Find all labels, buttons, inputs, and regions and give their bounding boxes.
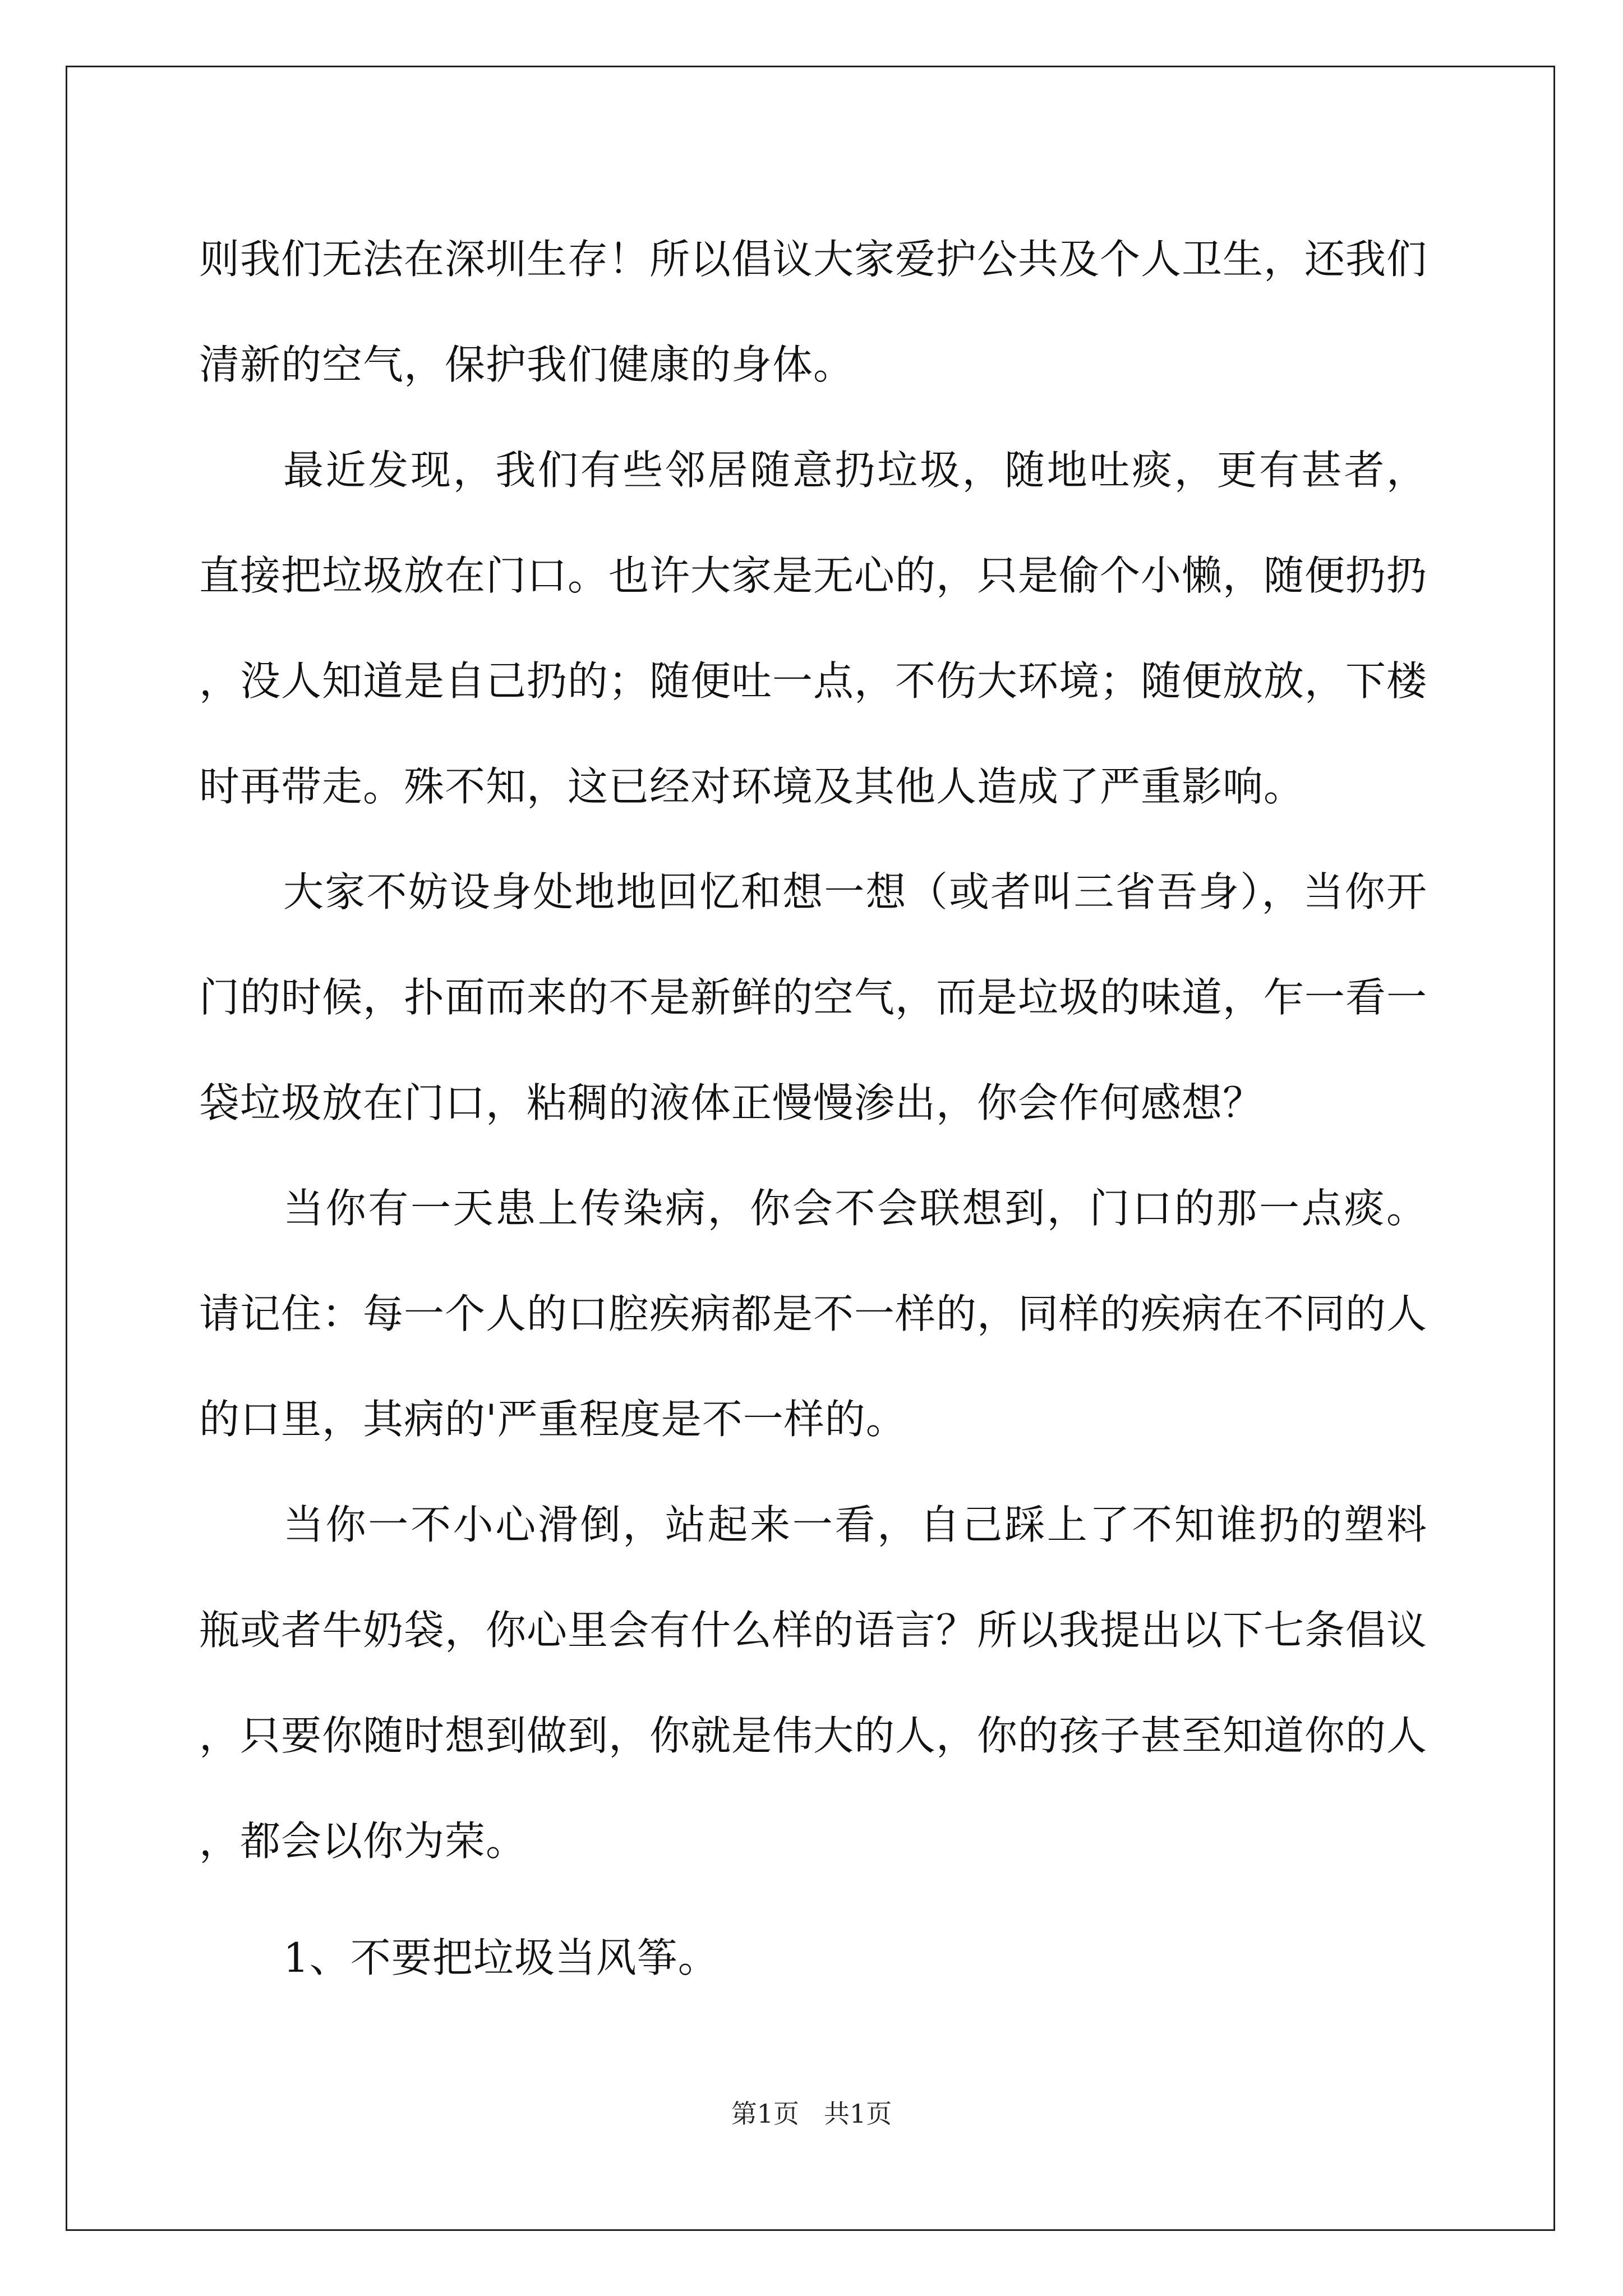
paragraph-imagine-opening-door: 大家不妨设身处地地回忆和想一想（或者叫三省吾身），当你开门的时候，扑面而来的不是新鲜的空气，而是垃圾的味道，乍一看一袋垃圾放在门口，粘稠的液体正慢慢渗出，你会作何感想？ — [199, 868, 1428, 1126]
paragraph-slip-and-fall: 当你一不小心滑倒，站起来一看，自己踩上了不知谁扔的塑料瓶或者牛奶袋，你心里会有什么样的语言？所以我提出以下七条倡议，只要你随时想到做到，你就是伟大的人，你的孩子甚至知道你的人，都会以你为荣。 — [199, 1501, 1428, 1865]
proposal-item-1: 1、不要把垃圾当风筝。 — [283, 1934, 719, 1981]
page-total: 共1页 — [823, 2099, 892, 2129]
page-footer — [0, 2097, 1623, 2131]
document-body — [199, 206, 1427, 2010]
paragraph-neighbors-littering: 最近发现，我们有些邻居随意扔垃圾，随地吐痰，更有甚者，直接把垃圾放在门口。也许大家是无心的，只是偷个小懒，随便扔扔，没人知道是自己扔的；随便吐一点，不伤大环境；随便放放，下楼时再带走。殊不知，这已经对环境及其他人造成了严重影响。 — [199, 447, 1428, 810]
paragraph-infectious-disease: 当你有一天患上传染病，你会不会联想到，门口的那一点痰。请记住：每一个人的口腔疾病都是不一样的，同样的疾病在不同的人的口里，其病的'严重程度是不一样的。 — [199, 1185, 1428, 1443]
page-number: 第1页 — [731, 2099, 800, 2129]
paragraph-continuation: 则我们无法在深圳生存！所以倡议大家爱护公共及个人卫生，还我们清新的空气，保护我们健康的身体。 — [199, 236, 1428, 388]
